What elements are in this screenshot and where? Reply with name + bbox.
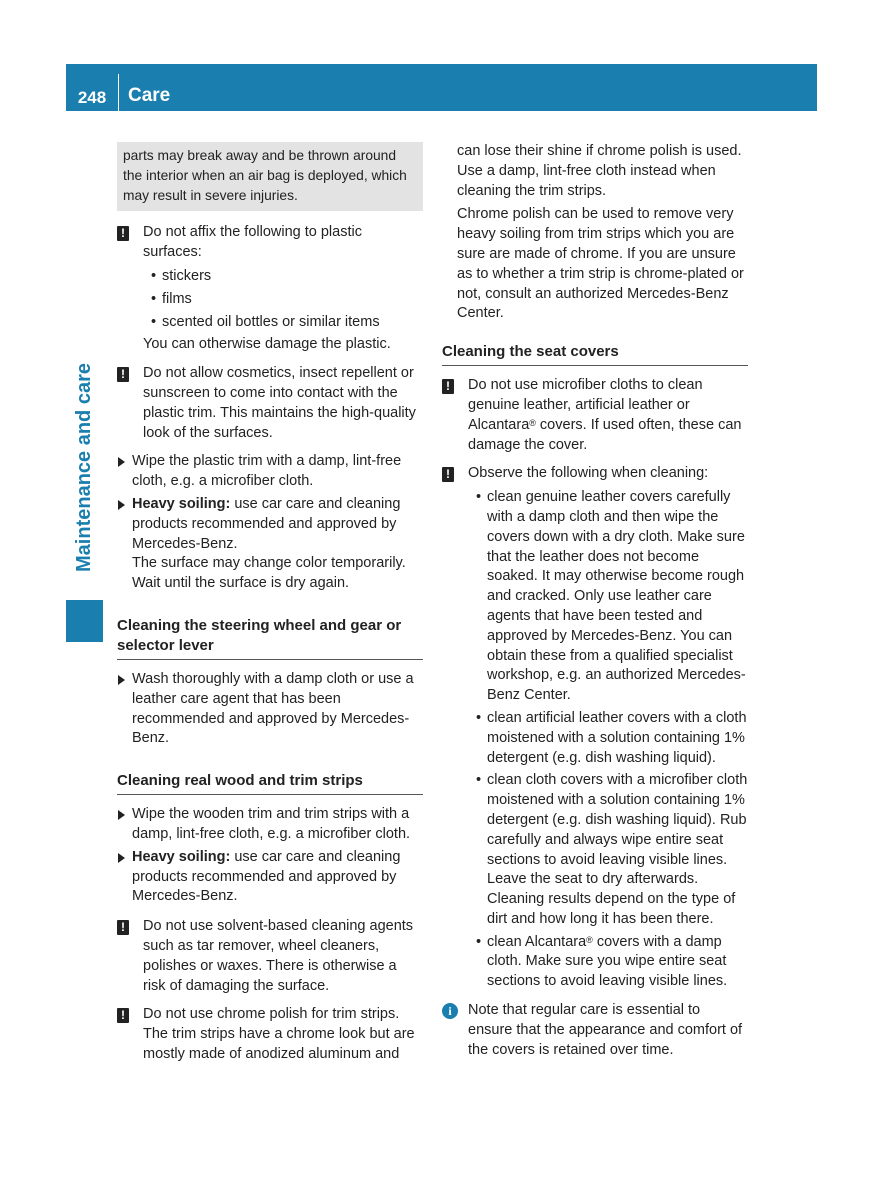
warning-text: Do not allow cosmetics, insect repellent or sunscreen to come into contact with the plastic trim. This maintains the high-quality look of the surfaces. [143, 365, 416, 441]
warning-icon: ! [117, 226, 129, 241]
warning-note [117, 917, 423, 996]
arrow-icon [118, 675, 125, 685]
registered-mark: ® [529, 417, 536, 428]
warning-text: Do not use microfiber cloths to clean genuine leather, artificial leather or Alcantara [468, 377, 703, 433]
list-item-text: clean Alcantara [487, 933, 587, 950]
side-tab-marker [66, 600, 103, 642]
warning-text: Do not use chrome polish for trim strips. The trim strips have a chrome look but are mostly made of anodized aluminum and [143, 1006, 415, 1062]
bullet-list [132, 267, 423, 332]
list-item [457, 933, 748, 992]
warning-text: Observe the following when cleaning: [468, 465, 709, 482]
header-divider [118, 74, 119, 111]
list-item-text: covers with a damp cloth. Make sure you wipe entire seat sections to avoid leaving visible lines. [487, 933, 728, 990]
list-item: • clean artificial leather covers with a cloth moistened with a solution containing 1% detergent (e.g. dish washing liquid). [457, 709, 748, 768]
info-note [442, 1001, 748, 1060]
step-text: Wipe the plastic trim with a damp, lint-free cloth, e.g. a microfiber cloth. [132, 453, 402, 490]
paragraph: Chrome polish can be used to remove very heavy soiling from trim strips which you are sure are made of chrome. If you are unsure as to whether a trim strip is chrome-plated or not, consult an authorized Mercedes-Benz Center. [457, 206, 744, 322]
step-bold-label: Heavy soiling: [132, 495, 231, 512]
warning-icon: ! [442, 379, 454, 394]
section-heading: Cleaning the steering wheel and gear or selector lever [117, 616, 423, 660]
warning-icon: ! [117, 1008, 129, 1023]
instruction-step [117, 495, 423, 594]
info-text: Note that regular care is essential to ensure that the appearance and comfort of the covers is retained over time. [468, 1002, 743, 1058]
warning-note [442, 464, 748, 992]
bullet-list [457, 488, 748, 992]
list-item: • stickers [132, 267, 423, 287]
arrow-icon [118, 500, 125, 510]
instruction-step [117, 805, 423, 845]
info-icon: i [442, 1003, 458, 1019]
warning-text: Do not use solvent-based cleaning agents such as tar remover, wheel cleaners, polishes or waxes. There is otherwise a risk of damaging the surface. [143, 918, 414, 994]
step-text: Wash thoroughly with a damp cloth or use a leather care agent that has been recommended and approved by Mercedes-Benz. [132, 670, 414, 747]
warning-icon: ! [442, 467, 454, 482]
arrow-icon [118, 457, 125, 467]
left-column [117, 142, 423, 1074]
warning-icon: ! [117, 920, 129, 935]
section-heading: Cleaning the seat covers [442, 342, 748, 366]
warning-text: Do not affix the following to plastic surfaces: [143, 224, 362, 261]
page-title: Care [128, 85, 171, 106]
list-item: • scented oil bottles or similar items [132, 313, 423, 333]
registered-mark: ® [586, 934, 593, 945]
side-section-label: Maintenance and care [73, 362, 95, 572]
step-text: use car care and cleaning products recommended and approved by Mercedes-Benz. [132, 495, 401, 552]
warning-icon: ! [117, 367, 129, 382]
warning-text: covers. If used often, these can damage the cover. [468, 416, 742, 453]
list-item: • clean genuine leather covers carefully with a damp cloth and then wipe the covers down with a dry cloth. Make sure that the leather does not become soaked. It may otherwise become rough and cracked. Only use leather care agents that have been tested and approved by Mercedes-Benz. You can obtain these from a qualified specialist workshop, e.g. an authorized Mercedes-Benz Center. [457, 488, 748, 706]
page-number: 248 [77, 88, 107, 107]
warning-note [117, 364, 423, 443]
warning-text-wrap [457, 376, 748, 455]
intro-box: parts may break away and be thrown around the interior when an air bag is deployed, which may result in severe injuries. [117, 142, 423, 211]
arrow-icon [118, 853, 125, 863]
arrow-icon [118, 810, 125, 820]
step-text: Wipe the wooden trim and trim strips with a damp, lint-free cloth, e.g. a microfiber cloth. [132, 806, 411, 842]
header-bar [66, 64, 817, 111]
section-heading: Cleaning real wood and trim strips [117, 771, 423, 795]
right-column [442, 142, 748, 1069]
warning-text: You can otherwise damage the plastic. [143, 336, 391, 353]
paragraph: can lose their shine if chrome polish is used. Use a damp, lint-free cloth instead when cleaning the trim strips. [457, 143, 742, 199]
instruction-step [117, 848, 423, 907]
side-section-label-wrap [66, 342, 103, 592]
warning-note [117, 223, 423, 355]
list-item: • films [132, 290, 423, 310]
warning-note [117, 1005, 423, 1064]
list-item: • clean cloth covers with a microfiber cloth moistened with a solution containing 1% detergent (e.g. dish washing liquid). Rub carefully and always wipe entire seat sections to avoid leaving visible lines. Leave the seat to dry afterwards. Cleaning results depend on the type of dirt and how long it has been there. [457, 771, 748, 929]
warning-note [442, 376, 748, 455]
step-bold-label: Heavy soiling: [132, 848, 231, 865]
instruction-step [117, 452, 423, 492]
step-text: use car care and cleaning products recommended and approved by Mercedes-Benz. [132, 848, 401, 905]
instruction-step [117, 670, 423, 749]
step-note: The surface may change color temporarily. Wait until the surface is dry again. [132, 555, 406, 592]
